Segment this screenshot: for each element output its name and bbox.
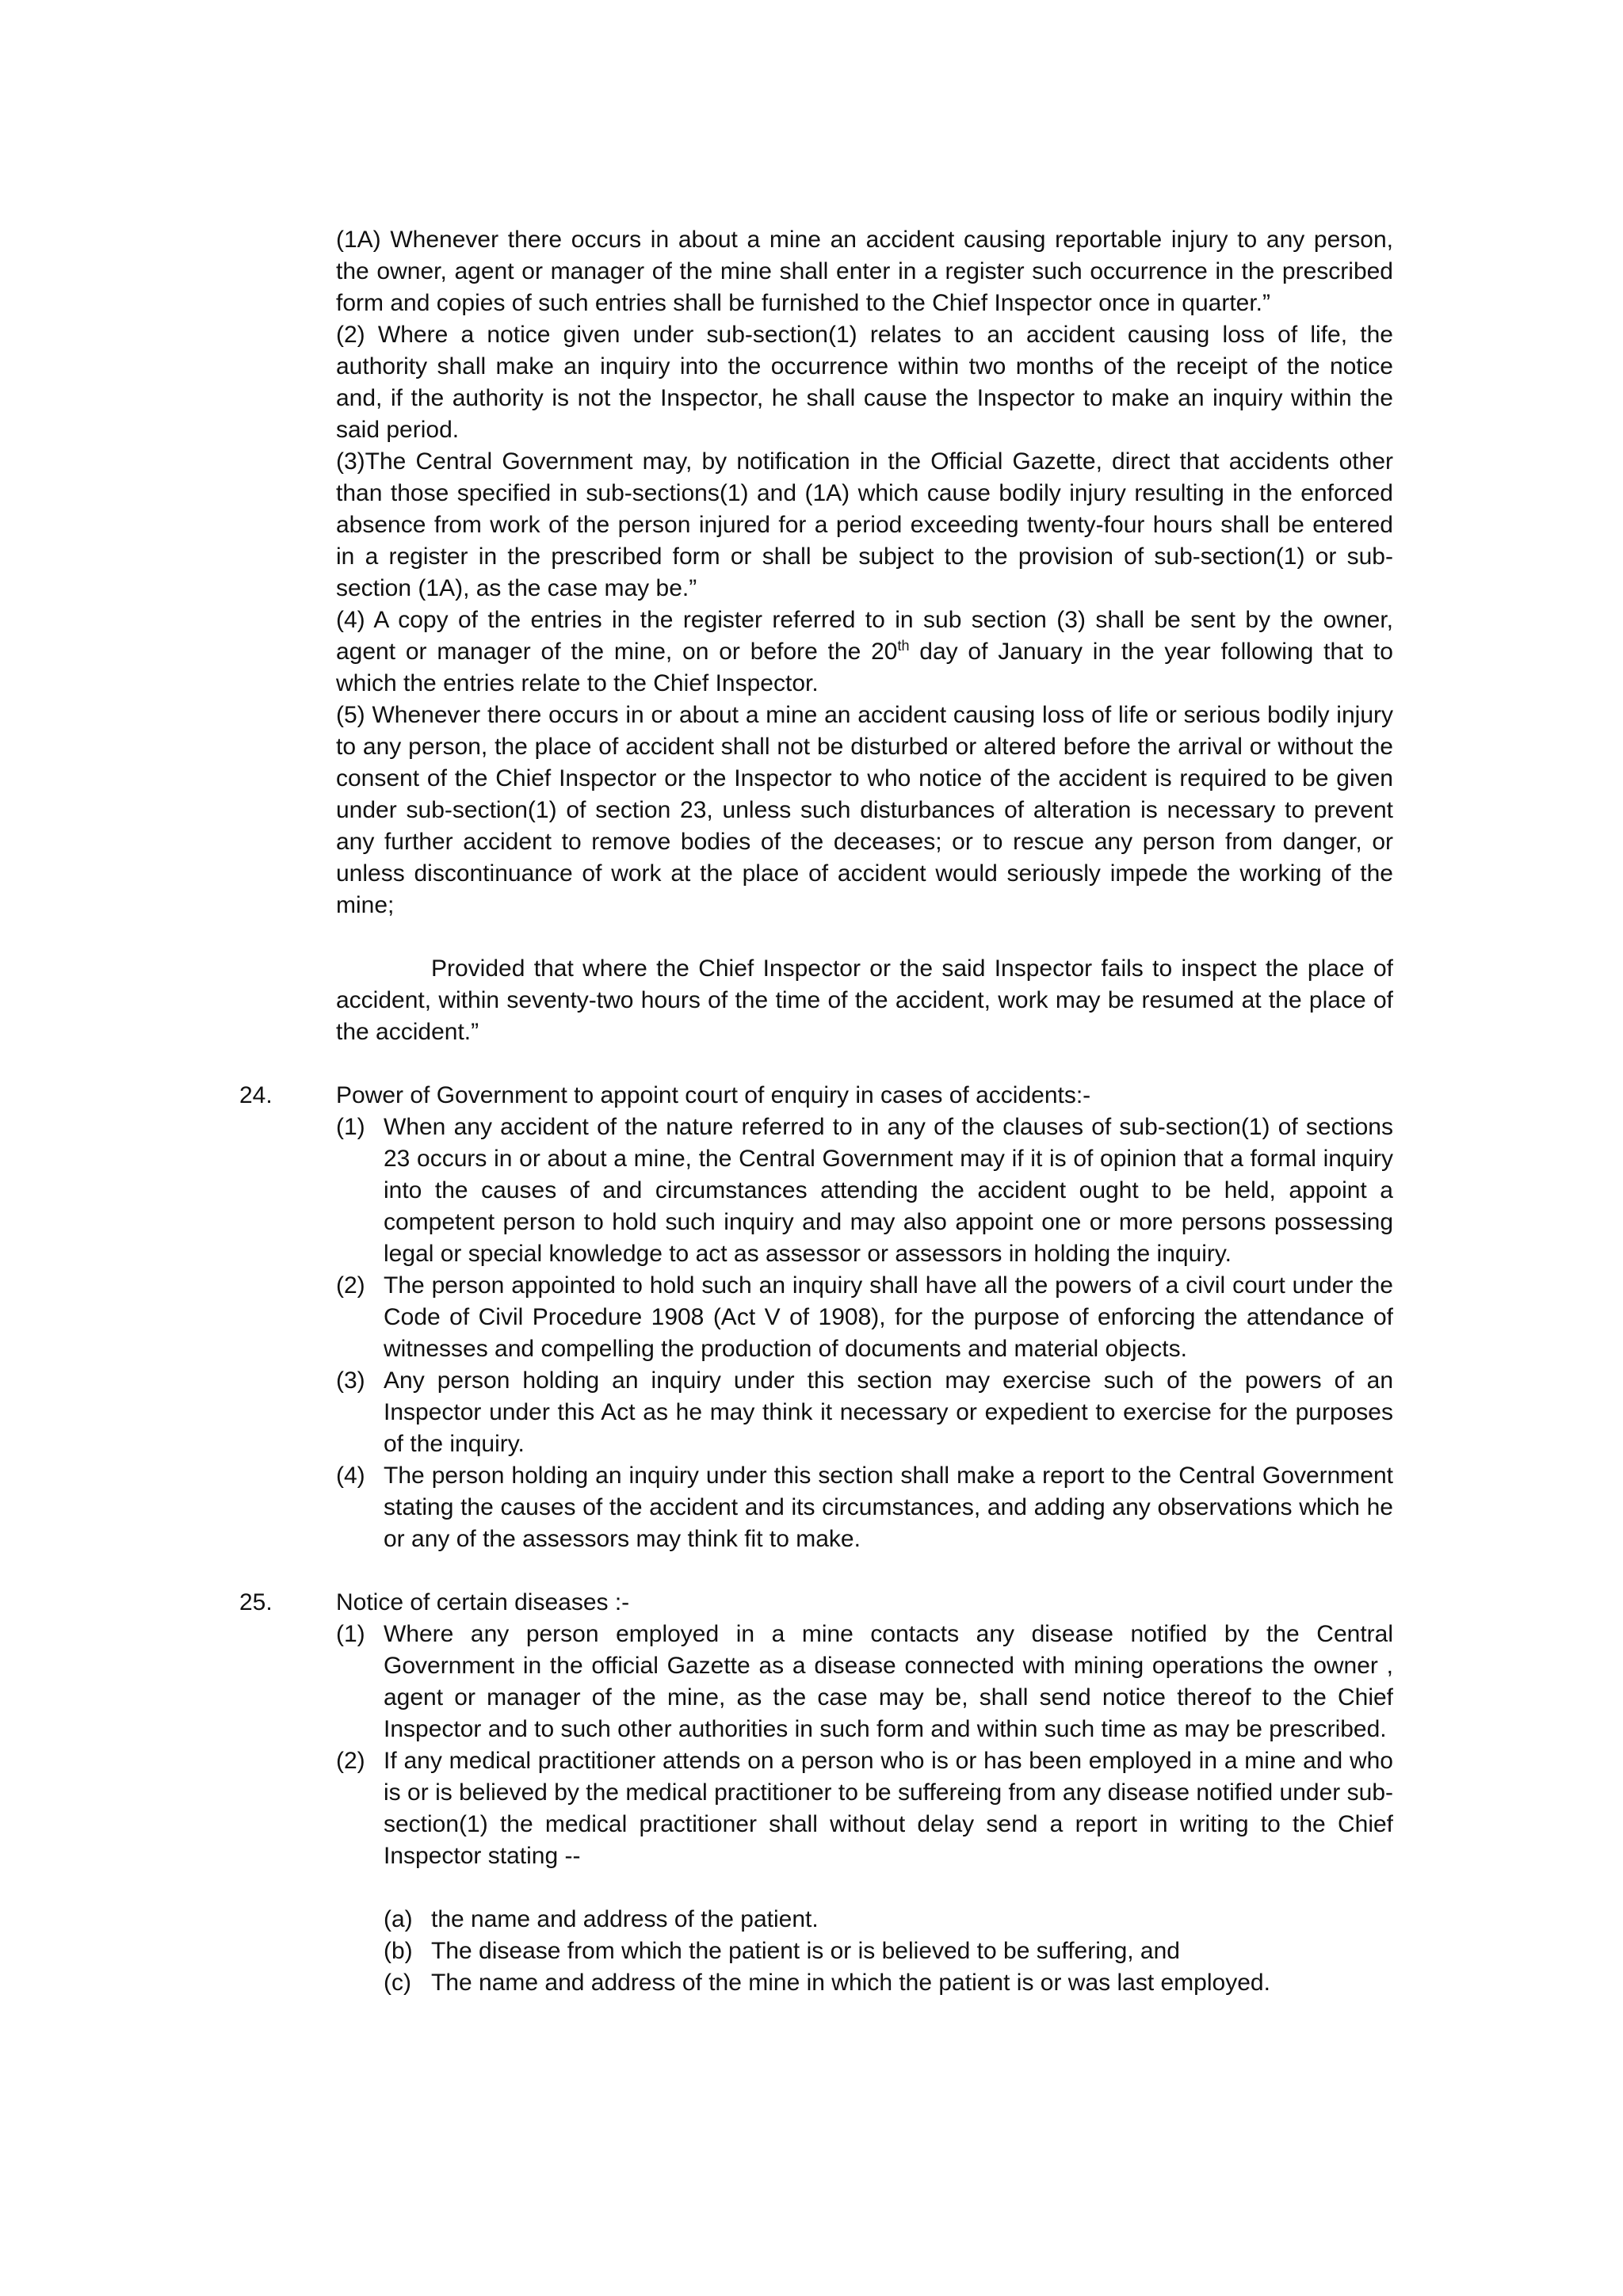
sec23-para-4 [336,605,1393,700]
list-item [336,1112,1393,1270]
section-25 [239,1587,1393,1999]
document-body [239,224,1393,1999]
sec23-para-4-text-cont: day of January in the year following that to which the entries relate to the Chief Inspector. [336,639,1393,696]
list-item [336,1619,1393,1745]
section-number: 25. [239,1589,273,1615]
list-item-label: (1) [336,1114,365,1140]
sub-list-item-text: The disease from which the patient is or is believed to be suffering, and [431,1938,1180,1964]
section-heading: Notice of certain diseases :- [336,1589,630,1615]
list-item-text: If any medical practitioner attends on a person who is or has been employed in a mine and who is or is believed by the medical practitioner to be suffereing from any disease notified under sub-section(1) the medical practitioner shall without delay send a report in writing to the Chief Inspector stating -- [384,1748,1393,1869]
list-item [336,1460,1393,1555]
sub-list-item-text: the name and address of the patient. [431,1906,819,1932]
list-item-text: When any accident of the nature referred to in any of the clauses of sub-section(1) of sections 23 occurs in or about a mine, the Central Government may if it is of opinion that a formal inquiry into the causes of and circumstances attending the accident ought to be held, appoint a competent person to hold such inquiry and may also appoint one or more persons possessing legal or special knowledge to act as assessor or assessors in holding the inquiry. [384,1114,1393,1267]
section-heading: Power of Government to appoint court of enquiry in cases of accidents:- [336,1082,1091,1108]
list-item-label: (1) [336,1621,365,1647]
list-item-label: (2) [336,1272,365,1299]
list-item [336,1365,1393,1460]
list-item-label: (4) [336,1463,365,1489]
sec23-para-3: (3)The Central Government may, by notification in the Official Gazette, direct that accidents other than those specified in sub-sections(1) and (1A) which cause bodily injury resulting in the enforced absence from work of the person injured for a period exceeding twenty-four hours shall be entered in a register in the prescribed form or shall be subject to the provision of sub-section(1) or sub-section (1A), as the case may be.” [336,448,1393,601]
sec23-para-5: (5) Whenever there occurs in or about a mine an accident causing loss of life or serious bodily injury to any person, the place of accident shall not be disturbed or altered before the arrival or without the consent of the Chief Inspector or the Inspector to who notice of the accident is required to be given under sub-section(1) of section 23, unless such disturbances of alteration is necessary to prevent any further accident to remove bodies of the deceases; or to rescue any person from danger, or unless discontinuance of work at the place of accident would seriously impede the working of the mine; [336,702,1393,918]
sub-list-item [336,1904,1393,1936]
list-item-text: Where any person employed in a mine contacts any disease notified by the Central Government in the official Gazette as a disease connected with mining operations the owner , agent or manager of the mine, as the case may be, shall send notice thereof to the Chief Inspector and to such other authorities in such form and within such time as may be prescribed. [384,1621,1393,1742]
sec23-proviso: Provided that where the Chief Inspector or the said Inspector fails to inspect the place of accident, within seventy-two hours of the time of the accident, work may be resumed at the place of the accident.” [336,955,1393,1045]
ordinal-suffix: th [897,638,910,654]
sub-list-item [336,1967,1393,1999]
list-item-label: (3) [336,1367,365,1394]
list-item-text: Any person holding an inquiry under this section may exercise such of the powers of an Inspector under this Act as he may think it necessary or expedient to exercise for the purposes of the inquiry. [384,1367,1393,1457]
sub-list-item-label: (c) [384,1970,411,1996]
section-24 [239,1080,1393,1555]
list-item-label: (2) [336,1748,365,1774]
sec23-para-2: (2) Where a notice given under sub-section(1) relates to an accident causing loss of life, the authority shall make an inquiry into the occurrence within two months of the receipt of the notice and, if the authority is not the Inspector, he shall cause the Inspector to make an inquiry within the said period. [336,322,1393,443]
sec23-para-1a: (1A) Whenever there occurs in about a mine an accident causing reportable injury to any person, the owner, agent or manager of the mine shall enter in a register such occurrence in the prescribed form and copies of such entries shall be furnished to the Chief Inspector once in quarter.” [336,227,1393,316]
sub-list [336,1904,1393,1999]
list-item-text: The person appointed to hold such an inquiry shall have all the powers of a civil court under the Code of Civil Procedure 1908 (Act V of 1908), for the purpose of enforcing the attendance of witnesses and compelling the production of documents and material objects. [384,1272,1393,1362]
sec23-para-4-text: (4) A copy of the entries in the register referred to in sub section (3) shall be sent by the owner, agent or manager of the mine, on or before the 20 [336,607,1393,665]
list-item [336,1270,1393,1365]
sub-list-item-label: (a) [384,1906,413,1932]
sub-list-item-label: (b) [384,1938,413,1964]
section-number: 24. [239,1082,273,1108]
list-item [336,1745,1393,1872]
sub-list-item [336,1936,1393,1967]
sub-list-item-text: The name and address of the mine in which the patient is or was last employed. [431,1970,1270,1996]
list-item-text: The person holding an inquiry under this section shall make a report to the Central Government stating the causes of the accident and its circumstances, and adding any observations which he or any of the assessors may think fit to make. [384,1463,1393,1552]
